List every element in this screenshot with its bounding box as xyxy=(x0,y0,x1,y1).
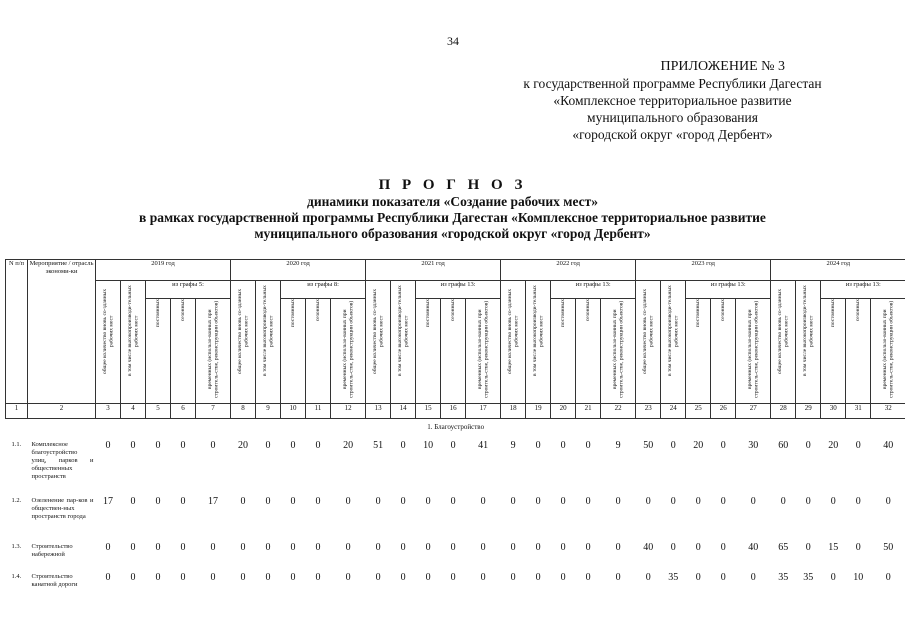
column-number: 21 xyxy=(576,404,601,419)
header-permanent xyxy=(551,299,576,404)
header-total-text: общее количество вновь со-зданных рабочих мест xyxy=(236,288,250,374)
table-cell: 15 xyxy=(828,542,839,553)
table-cell: 0 xyxy=(105,572,111,583)
column-number: 10 xyxy=(281,404,306,419)
table-cell: 0 xyxy=(180,496,186,507)
header-total xyxy=(366,281,391,404)
table-cell: 40 xyxy=(883,440,894,451)
header-high-text: в том числе высокопроизводи-тельных рабочих мест xyxy=(666,285,680,377)
table-cell: 0 xyxy=(375,496,381,507)
header-high-text: в том числе высокопроизводи-тельных рабочих мест xyxy=(126,285,139,377)
table-cell: 0 xyxy=(645,496,651,507)
header-high-productivity xyxy=(661,281,686,404)
table-cell: 0 xyxy=(535,542,541,553)
table-cell: 0 xyxy=(130,572,136,583)
table-cell: 0 xyxy=(155,542,161,553)
table-cell: 0 xyxy=(560,440,566,451)
header-temporary-text: временных (использо-ванных при строитель-стве, реконструкции объектов) xyxy=(341,300,355,398)
header-seasonal-text: сезонных xyxy=(314,299,321,322)
table-cell: 0 xyxy=(425,572,431,583)
column-number: 19 xyxy=(526,404,551,419)
table-cell: 0 xyxy=(510,542,516,553)
header-permanent xyxy=(821,299,846,404)
header-permanent xyxy=(416,299,441,404)
row-event-name: Строительство канатной дороги xyxy=(31,573,78,588)
header-permanent-text: постоянных xyxy=(559,299,566,328)
header-n: N п/п xyxy=(6,260,28,404)
column-number: 3 xyxy=(96,404,121,419)
appendix-title: ПРИЛОЖЕНИЕ № 3 xyxy=(660,59,785,74)
table-cell: 0 xyxy=(535,440,541,451)
column-number: 25 xyxy=(686,404,711,419)
table-cell: 0 xyxy=(155,572,161,583)
table-cell: 0 xyxy=(425,542,431,553)
column-number: 24 xyxy=(661,404,686,419)
header-high-text: в том числе высокопроизводи-тельных рабочих мест xyxy=(531,285,545,377)
table-cell: 10 xyxy=(853,572,864,583)
table-cell: 0 xyxy=(400,496,406,507)
header-permanent-text: постоянных xyxy=(694,299,701,328)
row-number: 1.2. xyxy=(11,497,22,504)
table-cell: 0 xyxy=(510,496,516,507)
header-total xyxy=(96,281,121,404)
table-cell: 0 xyxy=(585,572,591,583)
row-number: 1.3. xyxy=(11,543,22,550)
table-cell: 0 xyxy=(265,496,271,507)
header-seasonal xyxy=(441,299,466,404)
header-temporary-text: временных (использо-ванных при строитель-стве, реконструкции объектов) xyxy=(476,300,490,398)
table-cell: 0 xyxy=(375,572,381,583)
column-number: 13 xyxy=(366,404,391,419)
forecast-table xyxy=(5,259,905,597)
header-temporary-text: временных (использо-ванных при строитель-стве, реконструкции объектов) xyxy=(206,300,220,398)
table-cell: 9 xyxy=(615,440,621,451)
table-cell: 0 xyxy=(345,542,351,553)
table-cell: 0 xyxy=(345,572,351,583)
header-of-which: из графы 13: xyxy=(416,281,501,299)
header-temporary-text: временных (использо-ванных при строитель-стве, реконструкции объектов) xyxy=(881,300,895,398)
header-permanent xyxy=(281,299,306,404)
table-cell: 0 xyxy=(290,440,296,451)
column-number: 27 xyxy=(736,404,771,419)
table-cell: 0 xyxy=(720,542,726,553)
table-cell: 0 xyxy=(720,572,726,583)
table-cell: 0 xyxy=(400,440,406,451)
table-cell: 20 xyxy=(238,440,249,451)
header-seasonal xyxy=(306,299,331,404)
column-number: 28 xyxy=(771,404,796,419)
column-number: 8 xyxy=(231,404,256,419)
column-number: 11 xyxy=(306,404,331,419)
header-permanent-text: постоянных xyxy=(154,299,161,328)
section-heading: 1. Благоустройство xyxy=(427,423,485,431)
title-line: муниципального образования «городской округ «город Дербент» xyxy=(254,226,651,241)
header-year: 2024 год xyxy=(771,260,905,281)
column-number: 17 xyxy=(466,404,501,419)
title-line: динамики показателя «Создание рабочих мест» xyxy=(306,194,598,209)
header-of-which: из графы 13: xyxy=(686,281,771,299)
header-temporary xyxy=(196,299,231,404)
page-number: 34 xyxy=(447,34,459,48)
header-seasonal xyxy=(846,299,871,404)
table-row xyxy=(6,435,905,491)
column-number: 20 xyxy=(551,404,576,419)
title-line: в рамках государственной программы Республики Дагестан «Комплексное территориальное развитие xyxy=(139,210,766,225)
table-cell: 0 xyxy=(615,572,621,583)
column-number: 26 xyxy=(711,404,736,419)
table-cell: 0 xyxy=(885,496,891,507)
table-cell: 50 xyxy=(643,440,654,451)
column-number: 15 xyxy=(416,404,441,419)
table-cell: 0 xyxy=(585,496,591,507)
table-cell: 0 xyxy=(535,572,541,583)
header-high-productivity xyxy=(796,281,821,404)
table-cell: 20 xyxy=(693,440,704,451)
table-cell: 0 xyxy=(345,496,351,507)
table-cell: 0 xyxy=(480,496,486,507)
header-temporary xyxy=(466,299,501,404)
table-cell: 0 xyxy=(105,542,111,553)
header-total xyxy=(501,281,526,404)
table-cell: 0 xyxy=(855,440,861,451)
table-cell: 65 xyxy=(778,542,789,553)
table-cell: 0 xyxy=(615,542,621,553)
column-number: 23 xyxy=(636,404,661,419)
column-number: 22 xyxy=(601,404,636,419)
table-cell: 40 xyxy=(643,542,654,553)
header-total-text: общее количество вновь со-зданных рабочих мест xyxy=(641,288,655,374)
header-seasonal-text: сезонных xyxy=(584,299,591,322)
table-cell: 0 xyxy=(695,542,701,553)
header-permanent-text: постоянных xyxy=(424,299,431,328)
header-permanent xyxy=(686,299,711,404)
header-high-productivity xyxy=(121,281,146,404)
table-cell: 0 xyxy=(315,496,321,507)
table-cell: 0 xyxy=(670,496,676,507)
table-cell: 0 xyxy=(560,542,566,553)
table-cell: 0 xyxy=(315,440,321,451)
table-cell: 0 xyxy=(560,572,566,583)
column-number: 16 xyxy=(441,404,466,419)
table-cell: 0 xyxy=(450,440,456,451)
appendix-line: «Комплексное территориальное развитие xyxy=(553,93,792,108)
header-seasonal xyxy=(171,299,196,404)
header-year: 2019 год xyxy=(96,260,231,281)
table-cell: 0 xyxy=(510,572,516,583)
header-seasonal-text: сезонных xyxy=(179,299,186,322)
table-cell: 35 xyxy=(668,572,679,583)
header-permanent-text: постоянных xyxy=(289,299,296,328)
table-cell: 0 xyxy=(265,572,271,583)
table-cell: 0 xyxy=(180,440,186,451)
table-cell: 0 xyxy=(315,542,321,553)
header-of-which: из графы 13: xyxy=(551,281,636,299)
table-cell: 9 xyxy=(510,440,516,451)
table-cell: 0 xyxy=(645,572,651,583)
table-cell: 0 xyxy=(450,572,456,583)
table-cell: 0 xyxy=(780,496,786,507)
header-total-text: общее количество вновь со-зданных рабочих мест xyxy=(776,288,790,374)
table-cell: 0 xyxy=(400,572,406,583)
row-event-name: Комплексное благоустройство улиц, парков и общественных пространств xyxy=(31,441,94,480)
header-year: 2021 год xyxy=(366,260,501,281)
header-seasonal xyxy=(576,299,601,404)
column-number: 5 xyxy=(146,404,171,419)
table-cell: 0 xyxy=(480,572,486,583)
header-seasonal-text: сезонных xyxy=(854,299,861,322)
row-event-name: Озеленение пар-ков и обществен-ных пространств города xyxy=(31,497,94,520)
header-seasonal-text: сезонных xyxy=(719,299,726,322)
table-cell: 0 xyxy=(180,572,186,583)
table-cell: 60 xyxy=(778,440,789,451)
table-cell: 0 xyxy=(695,572,701,583)
column-number: 31 xyxy=(846,404,871,419)
table-cell: 51 xyxy=(373,440,384,451)
header-of-which: из графы 5: xyxy=(146,281,231,299)
header-high-text: в том числе высокопроизводи-тельных рабочих мест xyxy=(261,285,275,377)
table-cell: 0 xyxy=(315,572,321,583)
table-cell: 0 xyxy=(210,440,216,451)
table-cell: 0 xyxy=(670,440,676,451)
header-temporary xyxy=(736,299,771,404)
table-cell: 40 xyxy=(748,542,759,553)
table-cell: 35 xyxy=(803,572,814,583)
table-cell: 0 xyxy=(830,572,836,583)
table-cell: 0 xyxy=(720,440,726,451)
table-cell: 0 xyxy=(585,542,591,553)
table-cell: 0 xyxy=(180,542,186,553)
table-cell: 0 xyxy=(585,440,591,451)
table-row xyxy=(6,567,905,597)
header-high-productivity xyxy=(391,281,416,404)
header-temporary-text: временных (использо-ванных при строитель-стве, реконструкции объектов) xyxy=(746,300,760,398)
table-cell: 50 xyxy=(883,542,894,553)
table-cell: 0 xyxy=(670,542,676,553)
header-temporary-text: временных (использо-ванных при строитель-стве, реконструкции объектов) xyxy=(611,300,625,398)
appendix-line: к государственной программе Республики Дагестан xyxy=(523,76,822,91)
column-number: 4 xyxy=(121,404,146,419)
header-total-text: общее количество вновь со-зданных рабочих мест xyxy=(506,288,520,374)
table-cell: 0 xyxy=(750,496,756,507)
row-event-name: Строительство набережной xyxy=(31,543,73,558)
table-row xyxy=(6,491,905,537)
column-number: 9 xyxy=(256,404,281,419)
header-high-text: в том числе высокопроизводи-тельных рабочих мест xyxy=(396,285,410,377)
table-cell: 0 xyxy=(805,542,811,553)
table-cell: 0 xyxy=(240,572,246,583)
column-number: 29 xyxy=(796,404,821,419)
table-cell: 0 xyxy=(155,440,161,451)
header-year: 2022 год xyxy=(501,260,636,281)
table-cell: 0 xyxy=(805,440,811,451)
table-cell: 0 xyxy=(615,496,621,507)
table-cell: 17 xyxy=(103,496,113,507)
header-seasonal xyxy=(711,299,736,404)
table-cell: 0 xyxy=(210,572,216,583)
title-forecast: П Р О Г Н О З xyxy=(378,177,527,193)
table-cell: 0 xyxy=(720,496,726,507)
header-seasonal-text: сезонных xyxy=(449,299,456,322)
table-cell: 0 xyxy=(240,496,246,507)
header-total xyxy=(636,281,661,404)
header-high-productivity xyxy=(256,281,281,404)
column-number: 7 xyxy=(196,404,231,419)
table-cell: 41 xyxy=(478,440,489,451)
table-row xyxy=(6,537,905,567)
appendix-heading xyxy=(470,58,875,143)
header-temporary xyxy=(871,299,905,404)
row-number: 1.1. xyxy=(11,441,22,448)
table-cell: 0 xyxy=(560,496,566,507)
header-year: 2020 год xyxy=(231,260,366,281)
header-high-text: в том числе высокопроизводи-тельных рабочих мест xyxy=(801,285,815,377)
column-number: 14 xyxy=(391,404,416,419)
header-year: 2023 год xyxy=(636,260,771,281)
table-cell: 0 xyxy=(290,542,296,553)
header-high-productivity xyxy=(526,281,551,404)
table-cell: 0 xyxy=(240,542,246,553)
table-cell: 0 xyxy=(695,496,701,507)
row-number: 1.4. xyxy=(11,573,22,580)
table-cell: 0 xyxy=(265,440,271,451)
table-cell: 0 xyxy=(130,440,136,451)
table-cell: 0 xyxy=(400,542,406,553)
table-cell: 0 xyxy=(105,440,111,451)
table-cell: 0 xyxy=(805,496,811,507)
table-cell: 0 xyxy=(450,496,456,507)
table-cell: 0 xyxy=(830,496,836,507)
table-cell: 0 xyxy=(290,496,296,507)
header-temporary xyxy=(331,299,366,404)
table-cell: 0 xyxy=(130,496,136,507)
table-cell: 30 xyxy=(748,440,759,451)
header-total xyxy=(771,281,796,404)
appendix-line: «городской округ «город Дербент» xyxy=(572,127,773,142)
header-permanent-text: постоянных xyxy=(829,299,836,328)
table-cell: 0 xyxy=(425,496,431,507)
appendix-line: муниципального образования xyxy=(587,110,758,125)
header-total-text: общее количество вновь со-зданных рабочих мест xyxy=(101,288,114,374)
table-cell: 0 xyxy=(480,542,486,553)
column-number: 32 xyxy=(871,404,905,419)
column-number: 12 xyxy=(331,404,366,419)
column-number: 1 xyxy=(6,404,28,419)
table-cell: 0 xyxy=(750,572,756,583)
header-total xyxy=(231,281,256,404)
column-number: 18 xyxy=(501,404,526,419)
table-cell: 20 xyxy=(343,440,354,451)
header-of-which: из графы 13: xyxy=(821,281,905,299)
table-cell: 0 xyxy=(155,496,161,507)
column-number: 30 xyxy=(821,404,846,419)
header-event: Мероприятие / отрасль экономи-ки xyxy=(28,260,96,404)
table-cell: 0 xyxy=(885,572,891,583)
table-cell: 10 xyxy=(423,440,434,451)
table-cell: 0 xyxy=(130,542,136,553)
table-cell: 17 xyxy=(208,496,219,507)
table-cell: 0 xyxy=(210,542,216,553)
table-cell: 0 xyxy=(855,496,861,507)
column-number: 2 xyxy=(28,404,96,419)
table-cell: 0 xyxy=(290,572,296,583)
header-total-text: общее количество вновь со-зданных рабочих мест xyxy=(371,288,385,374)
table-cell: 20 xyxy=(828,440,839,451)
table-cell: 0 xyxy=(375,542,381,553)
table-cell: 0 xyxy=(450,542,456,553)
table-cell: 0 xyxy=(265,542,271,553)
header-permanent xyxy=(146,299,171,404)
header-of-which: из графы 8: xyxy=(281,281,366,299)
header-temporary xyxy=(601,299,636,404)
table-cell: 0 xyxy=(535,496,541,507)
document-title xyxy=(0,176,905,242)
column-number: 6 xyxy=(171,404,196,419)
table-cell: 0 xyxy=(855,542,861,553)
table-cell: 35 xyxy=(778,572,789,583)
